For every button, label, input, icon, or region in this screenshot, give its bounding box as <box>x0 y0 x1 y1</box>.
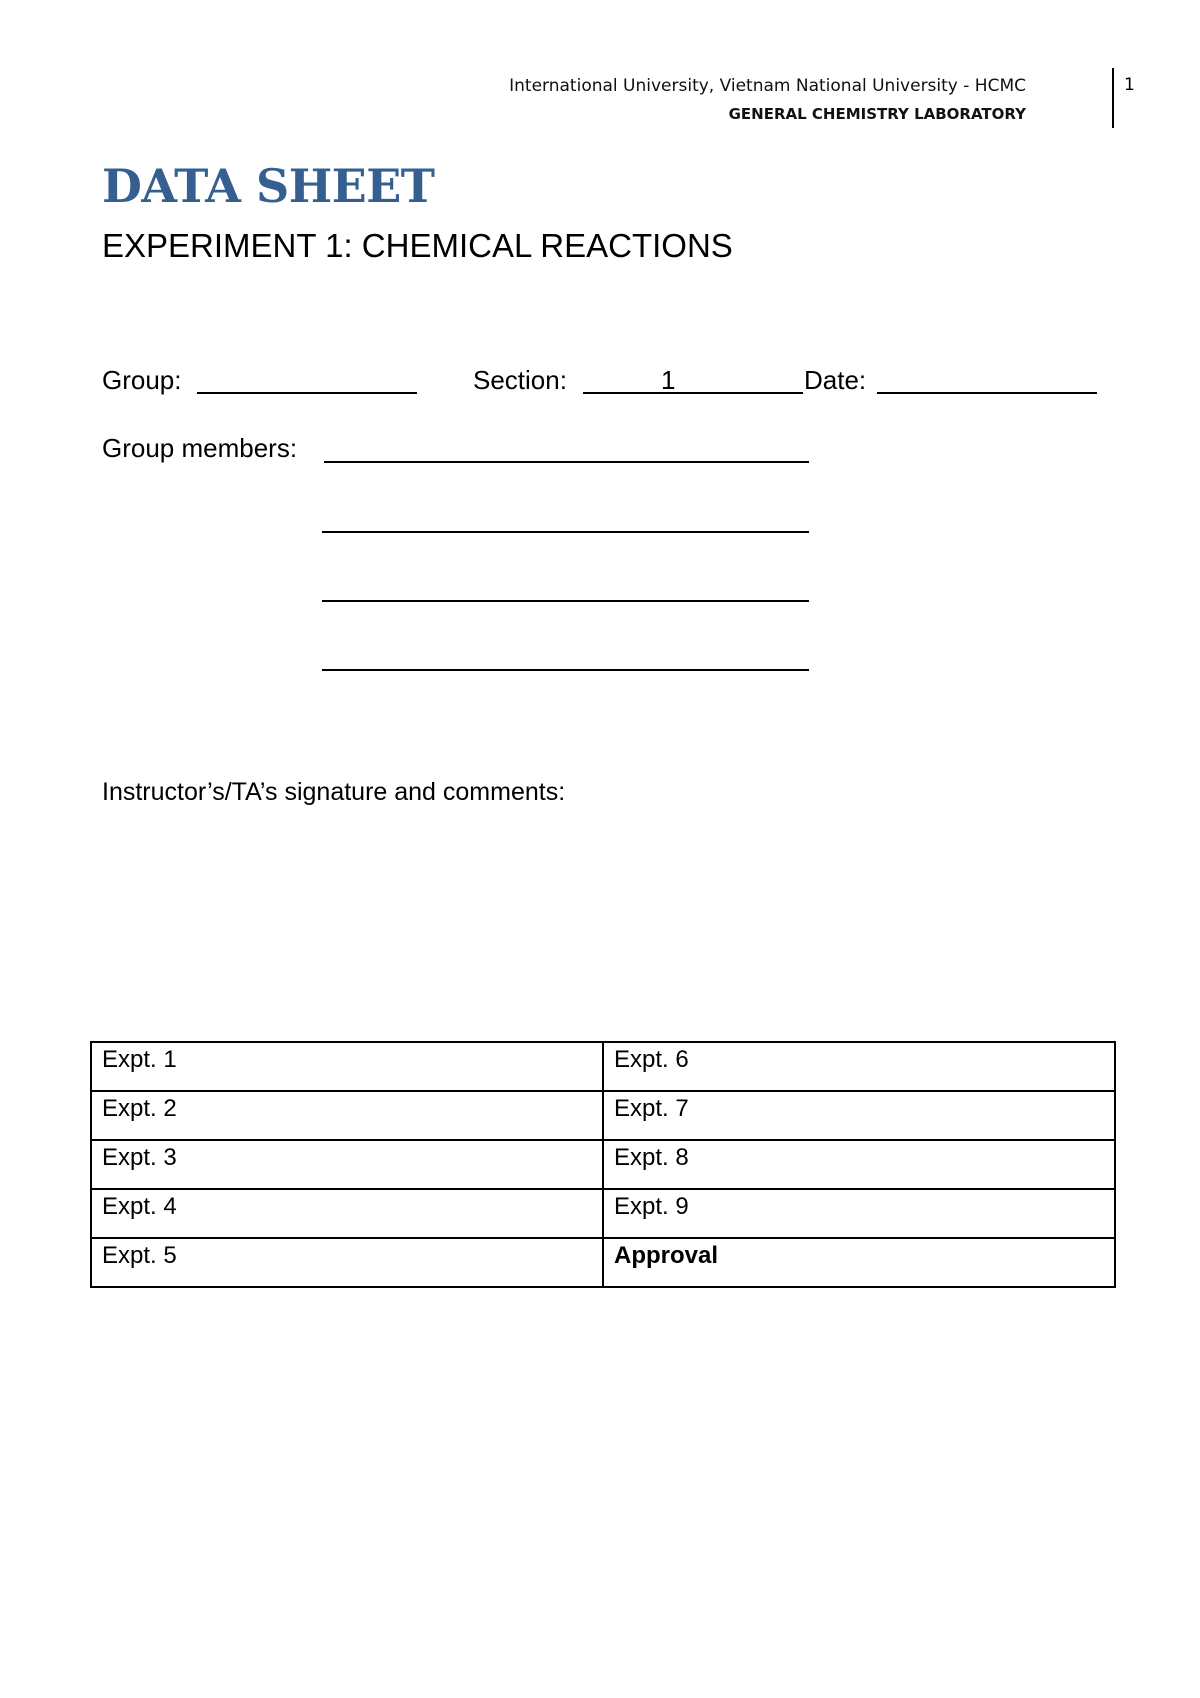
experiment-title: EXPERIMENT 1: CHEMICAL REACTIONS <box>102 227 733 264</box>
table-cell[interactable]: Expt. 8 <box>603 1140 1115 1189</box>
date-label: Date: <box>804 365 867 395</box>
member-line-1[interactable] <box>324 461 809 463</box>
table-cell[interactable]: Expt. 7 <box>603 1091 1115 1140</box>
approval-cell[interactable]: Approval <box>603 1238 1115 1287</box>
experiment-table <box>90 1041 1116 1288</box>
date-field[interactable] <box>877 392 1097 394</box>
page-number: 1 <box>1124 75 1135 95</box>
header-institution: International University, Vietnam National University - HCMC <box>509 76 1026 96</box>
table-cell[interactable]: Expt. 2 <box>91 1091 603 1140</box>
table-cell[interactable]: Expt. 1 <box>91 1042 603 1091</box>
member-line-2[interactable] <box>322 531 809 533</box>
table-row <box>91 1189 1115 1238</box>
table-row <box>91 1238 1115 1287</box>
section-field[interactable] <box>583 392 803 394</box>
member-line-3[interactable] <box>322 600 809 602</box>
table-row <box>91 1091 1115 1140</box>
page-title: DATA SHEET <box>102 159 435 213</box>
table-row <box>91 1042 1115 1091</box>
table-cell[interactable]: Expt. 5 <box>91 1238 603 1287</box>
table-row <box>91 1140 1115 1189</box>
group-field[interactable] <box>197 392 417 394</box>
page-header <box>509 72 1026 128</box>
header-divider <box>1112 68 1114 128</box>
table-cell[interactable]: Expt. 4 <box>91 1189 603 1238</box>
header-lab-name: GENERAL CHEMISTRY LABORATORY <box>728 105 1026 123</box>
member-line-4[interactable] <box>322 669 809 671</box>
section-value: 1 <box>661 365 676 395</box>
group-label: Group: <box>102 365 182 395</box>
table-cell[interactable]: Expt. 9 <box>603 1189 1115 1238</box>
signature-label: Instructor’s/TA’s signature and comments: <box>102 778 566 806</box>
section-label: Section: <box>473 365 567 395</box>
group-members-label: Group members: <box>102 433 298 463</box>
table-cell[interactable]: Expt. 6 <box>603 1042 1115 1091</box>
table-cell[interactable]: Expt. 3 <box>91 1140 603 1189</box>
